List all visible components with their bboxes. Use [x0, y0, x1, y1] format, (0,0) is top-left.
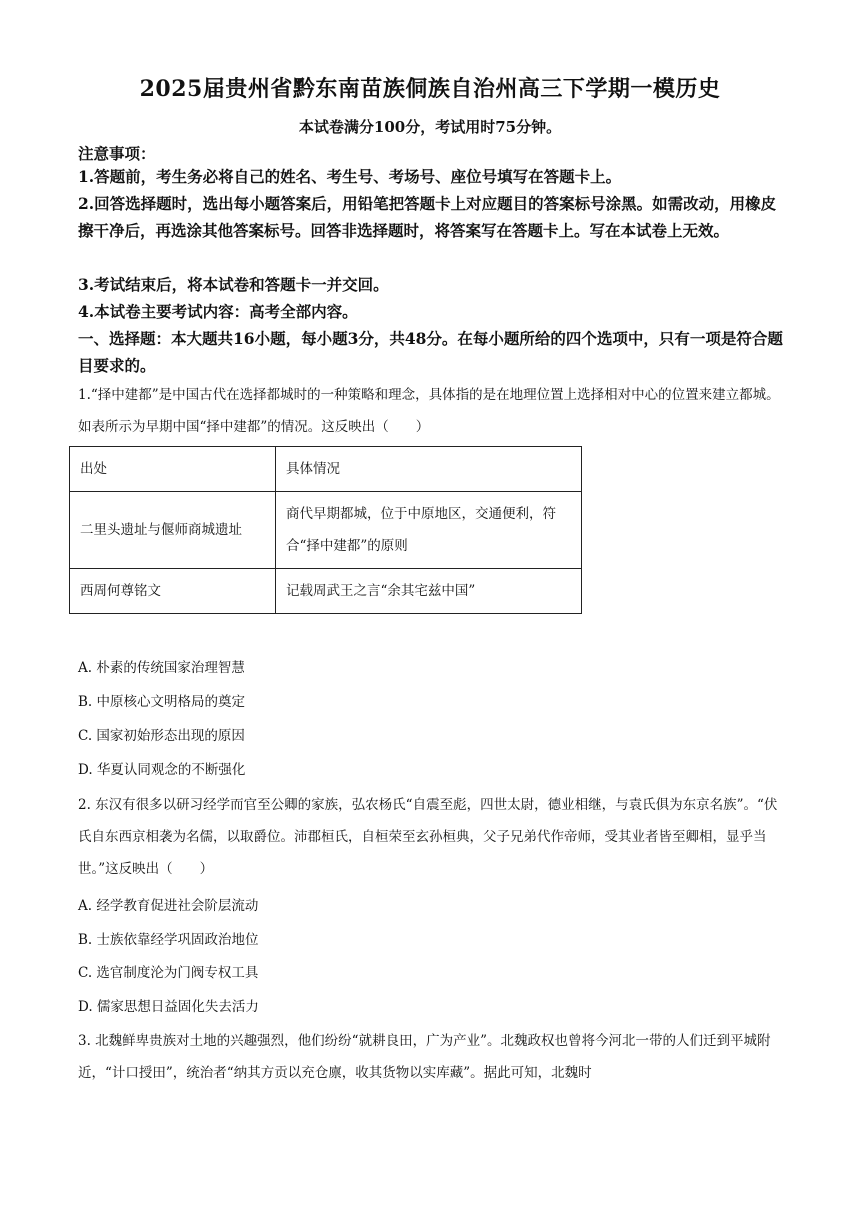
- question-1-option-c: C. 国家初始形态出现的原因: [78, 728, 245, 744]
- notice-item-3: 3.考试结束后，将本试卷和答题卡一并交回。: [78, 275, 389, 294]
- question-2-option-b: B. 士族依靠经学巩固政治地位: [78, 932, 259, 948]
- table-header-cell: 出处: [70, 447, 276, 492]
- notice-item-4: 4.本试卷主要考试内容：高考全部内容。: [78, 302, 358, 321]
- question-2-option-d: D. 儒家思想日益固化失去活力: [78, 999, 259, 1015]
- question-2-option-c: C. 选官制度沦为门阀专权工具: [78, 965, 259, 981]
- question-1-table: [69, 446, 582, 614]
- table-cell: 记载周武王之言“余其宅兹中国”: [276, 569, 582, 614]
- table-cell: 二里头遗址与偃师商城遗址: [70, 492, 276, 569]
- table-cell: 西周何尊铭文: [70, 569, 276, 614]
- table-cell: 商代早期都城，位于中原地区，交通便利，符合“择中建都”的原则: [276, 492, 582, 569]
- question-3-stem: 3. 北魏鲜卑贵族对土地的兴趣强烈，他们纷纷“就耕良田，广为产业”。北魏政权也曾将今河北一带的人们迁到平城附近，“计口授田”，统治者“纳其方贡以充仓廪，收其货物以实库藏”。据此可知，北魏时: [78, 1033, 771, 1081]
- question-2-option-a: A. 经学教育促进社会阶层流动: [78, 898, 259, 914]
- question-1-option-d: D. 华夏认同观念的不断强化: [78, 762, 246, 778]
- question-1-stem: 1.“择中建都”是中国古代在选择都城时的一种策略和理念，具体指的是在地理位置上选择相对中心的位置来建立都城。如表所示为早期中国“择中建都”的情况。这反映出（ ）: [78, 387, 780, 435]
- notice-item-2: 2.回答选择题时，选出每小题答案后，用铅笔把答题卡上对应题目的答案标号涂黑。如需改动，用橡皮擦干净后，再选涂其他答案标号。回答非选择题时，将答案写在答题卡上。写在本试卷上无效。: [78, 194, 777, 240]
- notice-item-1: 1.答题前，考生务必将自己的姓名、考生号、考场号、座位号填写在答题卡上。: [78, 167, 622, 186]
- section-heading: 一、选择题：本大题共16小题，每小题3分，共48分。在每小题所给的四个选项中，只有一项是符合题目要求的。: [78, 329, 783, 375]
- question-1-option-a: A. 朴素的传统国家治理智慧: [78, 660, 245, 676]
- table-row: [70, 492, 582, 569]
- table-header-cell: 具体情况: [276, 447, 582, 492]
- exam-subtitle: 本试卷满分100分，考试用时75分钟。: [298, 118, 562, 136]
- exam-title: 2025届贵州省黔东南苗族侗族自治州高三下学期一模历史: [139, 76, 721, 102]
- question-2-stem: 2. 东汉有很多以研习经学而官至公卿的家族，弘农杨氏“自震至彪，四世太尉，德业相继，与袁氏俱为东京名族”。“伏氏自东西京相袭为名儒，以取爵位。沛郡桓氏，自桓荣至玄孙桓典，父子兄弟代作帝师，受其业者皆至卿相，显乎当世。”这反映出（ ）: [78, 797, 778, 877]
- table-header-row: [70, 447, 582, 492]
- question-1-option-b: B. 中原核心文明格局的奠定: [78, 694, 246, 710]
- table-row: [70, 569, 582, 614]
- notice-heading: 注意事项：: [78, 144, 156, 163]
